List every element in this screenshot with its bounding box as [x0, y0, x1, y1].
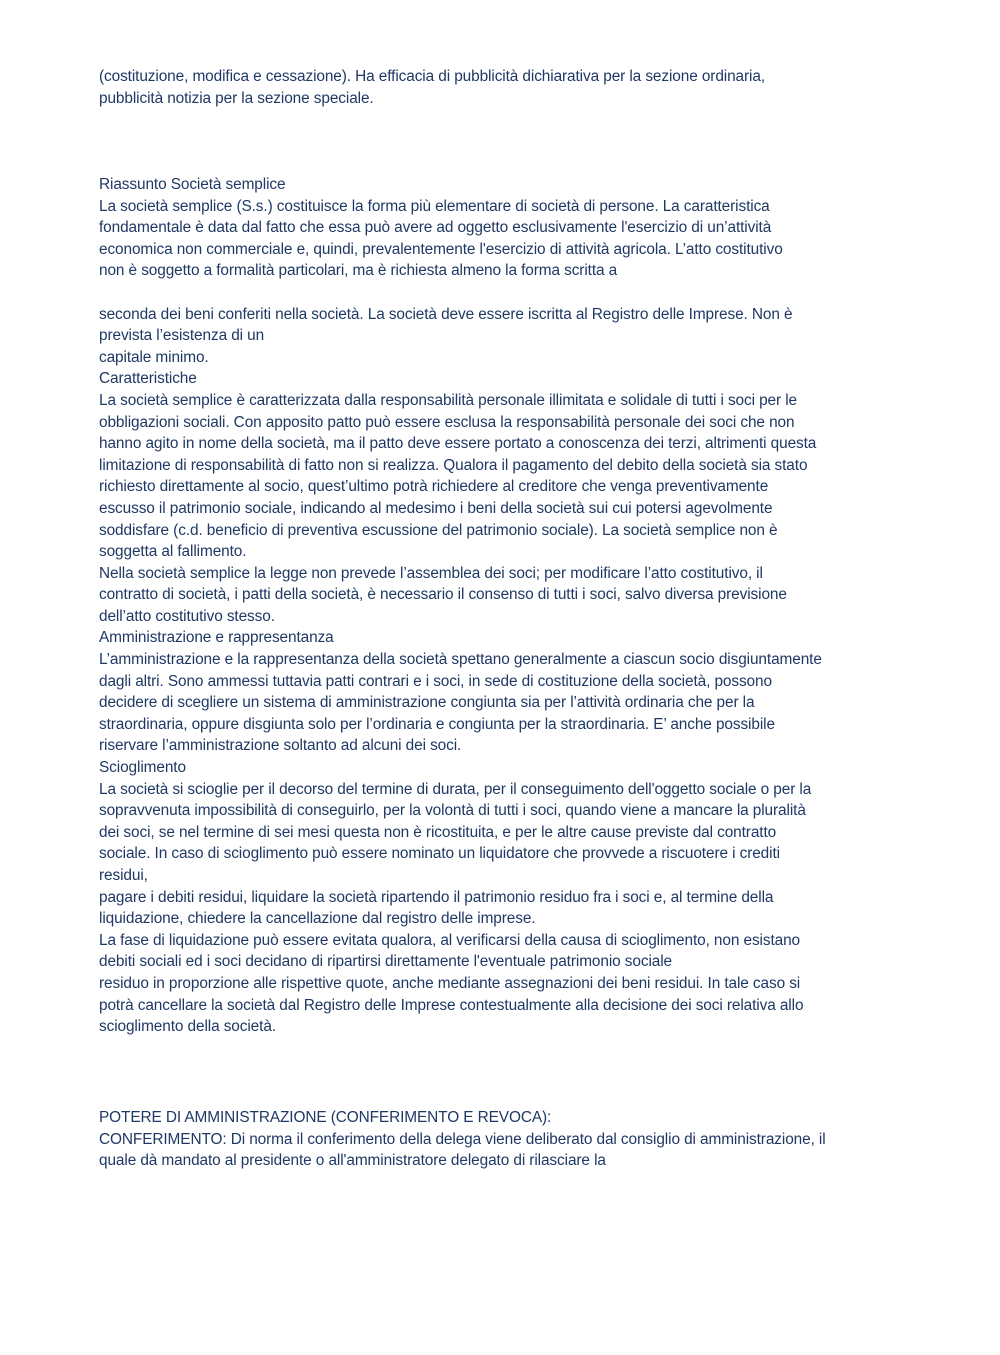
text-line: prevista l’esistenza di un	[99, 327, 265, 345]
text-line: hanno agito in nome della società, ma il patto deve essere portato a conoscenza dei terzi, altrimenti questa	[99, 435, 817, 453]
text-line: dei soci, se nel termine di sei mesi questa non è ricostituita, e per le altre cause previste dal contratto	[99, 823, 777, 841]
text-line: riservare l’amministrazione soltanto ad alcuni dei soci.	[99, 737, 462, 755]
text-line: (costituzione, modifica e cessazione). Ha efficacia di pubblicità dichiarativa per la sezione ordinaria,	[99, 68, 765, 85]
subsection-title-caratteristiche: Caratteristiche	[99, 370, 197, 388]
potere-amministrazione-section	[99, 1107, 889, 1172]
text-line: capitale minimo.	[99, 348, 209, 366]
text-line: limitazione di responsabilità di fatto non si realizza. Qualora il pagamento del debito della società sia stato	[99, 456, 808, 474]
intro-paragraph	[99, 66, 889, 109]
text-line: Nella società semplice la legge non prevede l’assemblea dei soci; per modificare l’atto costitutivo, il	[99, 564, 763, 582]
text-line: quale dà mandato al presidente o all'amministratore delegato di rilasciare la	[99, 1152, 606, 1170]
text-line: economica non commerciale e, quindi, prevalentemente l'esercizio di attività agricola. L’atto costitutivo	[99, 240, 783, 258]
section-title: Riassunto Società semplice	[99, 176, 286, 193]
subsection-title-scioglimento: Scioglimento	[99, 759, 186, 777]
societa-semplice-section	[99, 174, 889, 1038]
text-line: sociale. In caso di scioglimento può essere nominato un liquidatore che provvede a riscuotere i crediti	[99, 845, 780, 863]
text-line: soddisfare (c.d. beneficio di preventiva escussione del patrimonio sociale). La società semplice non è	[99, 521, 778, 539]
text-line: scioglimento della società.	[99, 1018, 276, 1036]
text-line: La società si scioglie per il decorso del termine di durata, per il conseguimento dell'oggetto sociale o per la	[99, 780, 812, 798]
text-line: debiti sociali ed i soci decidano di ripartirsi direttamente l'eventuale patrimonio sociale	[99, 953, 673, 971]
text-line: liquidazione, chiedere la cancellazione dal registro delle imprese.	[99, 910, 536, 928]
text-line: decidere di scegliere un sistema di amministrazione congiunta sia per l’attività ordinaria che per la	[99, 694, 755, 712]
text-line: pagare i debiti residui, liquidare la società ripartendo il patrimonio residuo fra i soci e, al termine della	[99, 888, 774, 906]
text-line: fondamentale è data dal fatto che essa può avere ad oggetto esclusivamente l'esercizio di un’attività	[99, 219, 772, 237]
text-line: La società semplice è caratterizzata dalla responsabilità personale illimitata e solidale di tutti i soci per le	[99, 391, 797, 409]
text-line: sopravvenuta impossibilità di conseguirlo, per la volontà di tutti i soci, quando viene a mancare la pluralità	[99, 802, 806, 820]
text-line: dell’atto costitutivo stesso.	[99, 607, 275, 625]
text-line: dagli altri. Sono ammessi tuttavia patti contrari e i soci, in sede di costituzione della società, possono	[99, 672, 772, 690]
text-line: La fase di liquidazione può essere evitata qualora, al verificarsi della causa di scioglimento, non esistano	[99, 931, 801, 949]
text-line: non è soggetto a formalità particolari, ma è richiesta almeno la forma scritta a	[99, 262, 618, 280]
text-line: contratto di società, i patti della società, è necessario il consenso di tutti i soci, salvo diversa previsione	[99, 586, 787, 604]
text-line: soggetta al fallimento.	[99, 543, 247, 561]
text-line: obbligazioni sociali. Con apposito patto può essere esclusa la responsabilità personale dei soci che non	[99, 413, 795, 431]
section-title: POTERE DI AMMINISTRAZIONE (CONFERIMENTO E REVOCA):	[99, 1109, 552, 1126]
text-line: escusso il patrimonio sociale, indicando al medesimo i beni della società sui cui potersi agevolmente	[99, 499, 773, 517]
text-line: residui,	[99, 867, 148, 884]
text-line: seconda dei beni conferiti nella società. La società deve essere iscritta al Registro delle Imprese. Non è	[99, 305, 793, 323]
text-line: richiesto direttamente al socio, quest’ultimo potrà richiedere al creditore che venga preventivamente	[99, 478, 769, 496]
text-line: potrà cancellare la società dal Registro delle Imprese contestualmente alla decisione dei soci relativa allo	[99, 996, 804, 1014]
text-line: straordinaria, oppure disgiunta solo per l’ordinaria e congiunta per la straordinaria. E’ anche possibile	[99, 715, 775, 733]
text-line: L’amministrazione e la rappresentanza della società spettano generalmente a ciascun socio disgiuntamente	[99, 651, 822, 669]
text-line: pubblicità notizia per la sezione speciale.	[99, 89, 374, 107]
text-line: residuo in proporzione alle rispettive quote, anche mediante assegnazioni dei beni residui. In tale caso si	[99, 974, 801, 992]
subsection-title-amministrazione: Amministrazione e rappresentanza	[99, 629, 334, 647]
text-line: CONFERIMENTO: Di norma il conferimento della delega viene deliberato dal consiglio di amministrazione, il	[99, 1130, 826, 1148]
paragraph-gap	[99, 282, 889, 304]
text-line: La società semplice (S.s.) costituisce la forma più elementare di società di persone. La caratteristica	[99, 197, 770, 215]
